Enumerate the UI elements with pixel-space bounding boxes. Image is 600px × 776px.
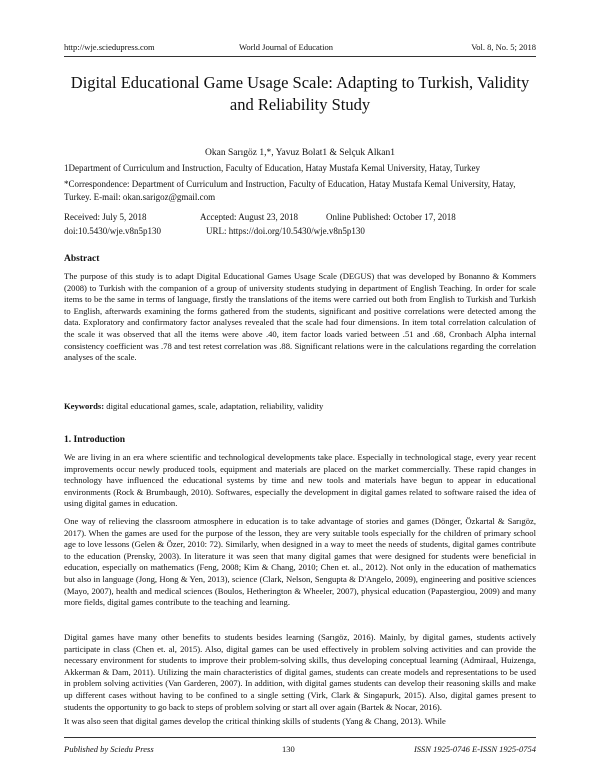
abstract-heading: Abstract xyxy=(64,254,100,264)
abstract-text: The purpose of this study is to adapt Digital Educational Games Usage Scale (DEGUS) that was developed by Bonanno & Kommers (2008) to Turkish with the companion of a group of university students studying in department of English Teaching. In order for scale items to be the same in terms of language, firstly the translations of the items were carried out both from English to Turkish and Turkish to English, afterwards examining the forms gathered from the students, significant and positive correlations were detected among the data. Exploratory and confirmatory factor analyses revealed that the scale had four dimensions. In item total correlation calculation of the scale it was observed that all the items were above .40, item factor loads varied between .51 and .68, Cronbach Alpha internal consistency coefficient was .78 and test retest correlation was .88. Significant relations were in the calculations regarding the correlation analyses of the scale. xyxy=(64,271,536,363)
correspondence: *Correspondence: Department of Curriculum and Instruction, Faculty of Education, Hatay Mustafa Kemal University, Hatay, Turkey. E-mail: okan.sarigoz@gmail.com xyxy=(64,179,516,202)
publisher: Published by Sciedu Press xyxy=(64,744,154,754)
published-date: Online Published: October 17, 2018 xyxy=(326,212,456,222)
page-number: 130 xyxy=(282,744,295,754)
keywords xyxy=(64,400,536,412)
issn: ISSN 1925-0746 E-ISSN 1925-0754 xyxy=(413,744,536,754)
intro-paragraph-3: Digital games have many other benefits to students besides learning (Sarıgöz, 2016). Mainly, by digital games, students actively participate in class (Chen et. al, 2015). Also, digital games can be used effectively in problem solving activities and can provide the necessary environment for students to improve their problem-solving skills, thus developing conceptual learning (Admiraal, Huizenga, Akkerman & Dam, 2011). Utilizing the main characteristics of digital games, students can create models and representations to be used in problem solving activities (Van Garderen, 2007). In addition, with digital games students can develop their reasoning skills and make up different cases without having to be confined to a single setting (Virk, Clark & Singapurk, 2015). Also, digital games present to students the opportunity to go back to steps of problem solving or start all over again (Bartek & Nocar, 2016). xyxy=(64,632,536,712)
doi[interactable]: doi:10.5430/wje.v8n5p130 xyxy=(64,226,161,236)
doi-url[interactable]: URL: https://doi.org/10.5430/wje.v8n5p130 xyxy=(206,226,365,236)
keywords-label: Keywords: xyxy=(64,401,105,411)
received-date: Received: July 5, 2018 xyxy=(64,212,147,222)
footer-rule xyxy=(64,737,536,738)
section-heading-introduction: 1. Introduction xyxy=(64,435,126,445)
affiliation: 1Department of Curriculum and Instruction, Faculty of Education, Hatay Mustafa Kemal University, Hatay, Turkey xyxy=(64,163,480,173)
intro-paragraph-4: It was also seen that digital games develop the critical thinking skills of students (Yang & Chang, 2013). While xyxy=(64,716,446,726)
journal-name: World Journal of Education xyxy=(239,42,333,52)
paper-title: Digital Educational Game Usage Scale: Adapting to Turkish, Validity and Reliability Study xyxy=(70,73,530,114)
running-header xyxy=(64,40,536,54)
authors: Okan Sarıgöz 1,*, Yavuz Bolat1 & Selçuk Alkan1 xyxy=(205,148,395,158)
volume-info: Vol. 8, No. 5; 2018 xyxy=(471,42,536,52)
intro-paragraph-2: One way of relieving the classroom atmosphere in education is to take advantage of stories and games (Dönger, Özkartal & Sarıgöz, 2017). When the games are used for the purpose of the lesson, they are very suitable tools especially for the children of primary school age to love lessons (Gelen & Özer, 2010: 72). Similarly, when designed in a way to meet the needs of students, digital games contribute to the education (Prensky, 2003). In literature it was seen that many digital games that were designed for students were beneficial in education, especially on mathematics (Feng, 2008; Kim & Chang, 2010; Chen et. al., 2012). Not only in the education of mathematics but also in language (Jong, Hong & Yen, 2013), science (Clark, Nelson, Sengupta & D'Angelo, 2009), engineering and positive sciences (Mayo, 2007), health and medical sciences (Boulos, Hetherington & Wheeler, 2007), physical education (Papastergiou, 2009) and many more fields, digital games contribute to the teaching and learning. xyxy=(64,516,536,608)
journal-url[interactable]: http://wje.sciedupress.com xyxy=(64,42,155,52)
keywords-text: digital educational games, scale, adaptation, reliability, validity xyxy=(106,401,324,411)
intro-paragraph-1: We are living in an era where scientific and technological developments take place. Especially in technological stage, every year recent improvements occur newly produced tools, equipment and materials are placed on the market commercially. These rapid changes in technology have influenced the educational systems by time and new tools and materials have begun to appear in educational environments (Rock & Brumbaugh, 2010). Softwares, especially the development in digital games related to software raised the idea of using digital games in education. xyxy=(64,452,536,509)
accepted-date: Accepted: August 23, 2018 xyxy=(200,212,298,222)
header-rule xyxy=(64,56,536,57)
page-footer xyxy=(64,742,536,756)
